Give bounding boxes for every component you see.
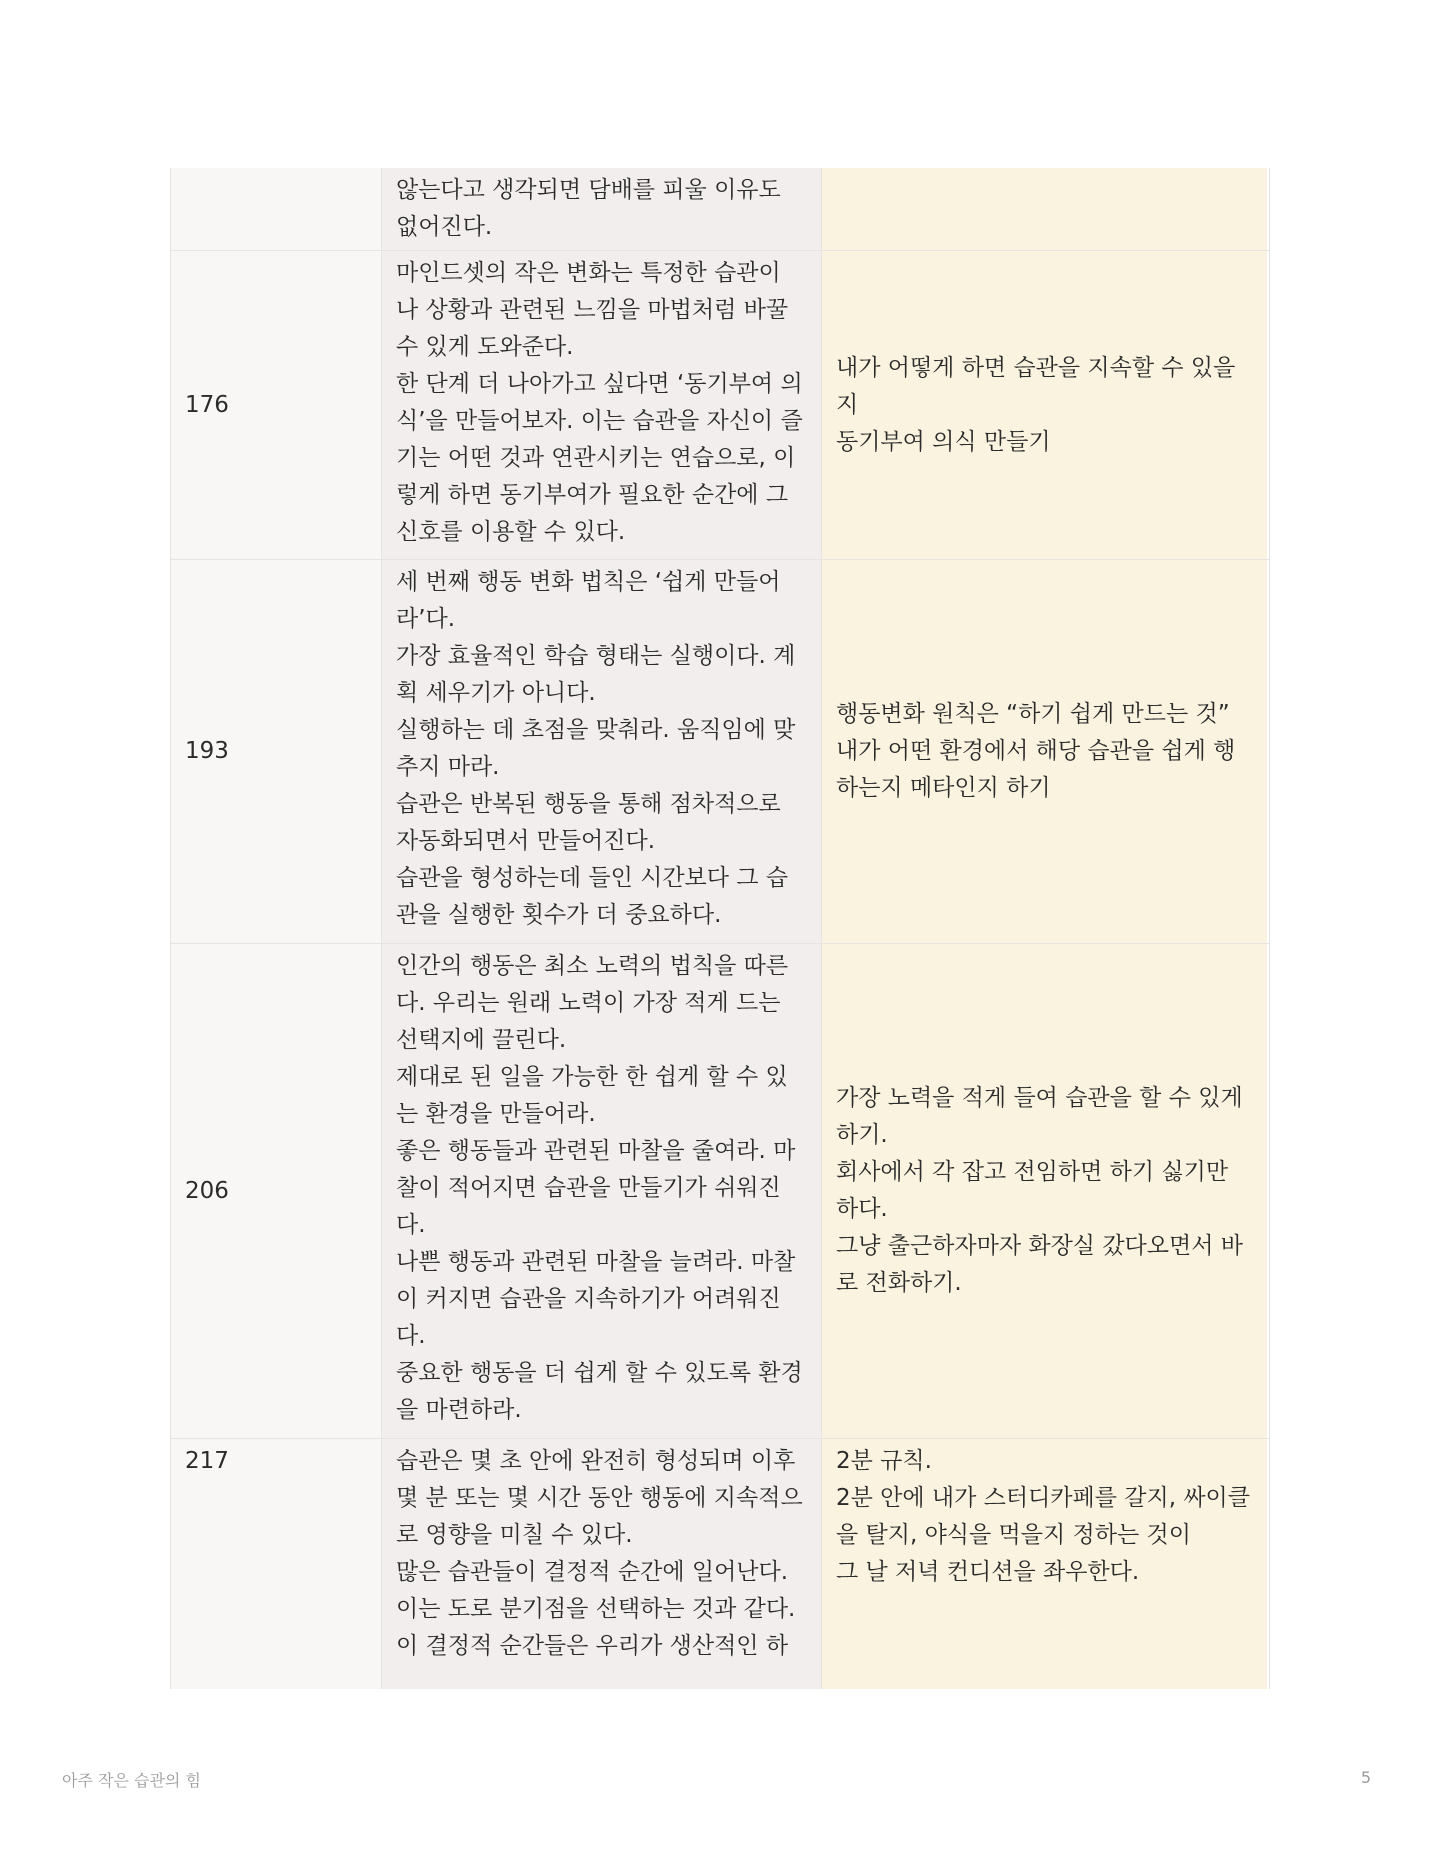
page-number-cell [171,944,382,1438]
note-cell [822,560,1267,943]
table-row [171,1439,1269,1689]
page-number: 193 [185,738,229,764]
quote-cell: 습관은 몇 초 안에 완전히 형성되며 이후 몇 분 또는 몇 시간 동안 행동에 지속적으 로 영향을 미칠 수 있다. 많은 습관들이 결정적 순간에 일어난다. 이는 도로 분기점을 선택하는 것과 같다. 이 결정적 순간들은 우리가 생산적인 하 [382,1439,822,1689]
page-number: 206 [185,1177,229,1204]
note-cell [822,168,1267,250]
quote-cell: 인간의 행동은 최소 노력의 법칙을 따른 다. 우리는 원래 노력이 가장 적게 드는 선택지에 끌린다. 제대로 된 일을 가능한 한 쉽게 할 수 있 는 환경을 만들어라. 좋은 행동들과 관련된 마찰을 줄여라. 마 찰이 적어지면 습관을 만들기가 쉬워진 다. 나쁜 행동과 관련된 마찰을 늘려라. 마찰 이 커지면 습관을 지속하기가 어려워진 다. 중요한 행동을 더 쉽게 할 수 있도록 환경 을 마련하라. [382,944,822,1438]
footer-book-title: 아주 작은 습관의 힘 [62,1771,201,1790]
table-row [171,560,1269,944]
quote-cell: 않는다고 생각되면 담배를 피울 이유도 없어진다. [382,168,822,250]
quote-cell: 마인드셋의 작은 변화는 특정한 습관이 나 상황과 관련된 느낌을 마법처럼 바꿀 수 있게 도와준다. 한 단계 더 나아가고 싶다면 ‘동기부여 의 식’을 만들어보자. 이는 습관을 자신이 즐 기는 어떤 것과 연관시키는 연습으로, 이 렇게 하면 동기부여가 필요한 순간에 그 신호를 이용할 수 있다. [382,251,822,559]
table-row [171,251,1269,560]
note-text: 가장 노력을 적게 들여 습관을 할 수 있게 하기. 회사에서 각 잡고 전임하면 하기 싫기만 하다. 그냥 출근하자마자 화장실 갔다오면서 바 로 전화하기. [836,1085,1243,1296]
note-text: 내가 어떻게 하면 습관을 지속할 수 있을 지 동기부여 의식 만들기 [836,354,1236,455]
page-number-cell [171,560,382,943]
page-number-cell [171,168,382,250]
page-number-cell: 217 [171,1439,382,1689]
table-row [171,944,1269,1439]
note-text: 행동변화 원칙은 “하기 쉽게 만드는 것” 내가 어떤 환경에서 해당 습관을 쉽게 행 하는지 메타인지 하기 [836,701,1236,801]
footer-page-number: 5 [1360,1768,1371,1787]
note-cell [822,944,1267,1438]
page-number: 176 [185,391,229,418]
page-number-cell [171,251,382,559]
notes-table [170,168,1270,1689]
quote-cell: 세 번째 행동 변화 법칙은 ‘쉽게 만들어 라’다. 가장 효율적인 학습 형태는 실행이다. 계 획 세우기가 아니다. 실행하는 데 초점을 맞춰라. 움직임에 맞 추지 마라. 습관은 반복된 행동을 통해 점차적으로 자동화되면서 만들어진다. 습관을 형성하는데 들인 시간보다 그 습 관을 실행한 횟수가 더 중요하다. [382,560,822,943]
note-cell [822,251,1267,559]
table-row [171,168,1269,251]
note-cell: 2분 규칙. 2분 안에 내가 스터디카페를 갈지, 싸이클 을 탈지, 야식을 먹을지 정하는 것이 그 날 저녁 컨디션을 좌우한다. [822,1439,1267,1689]
